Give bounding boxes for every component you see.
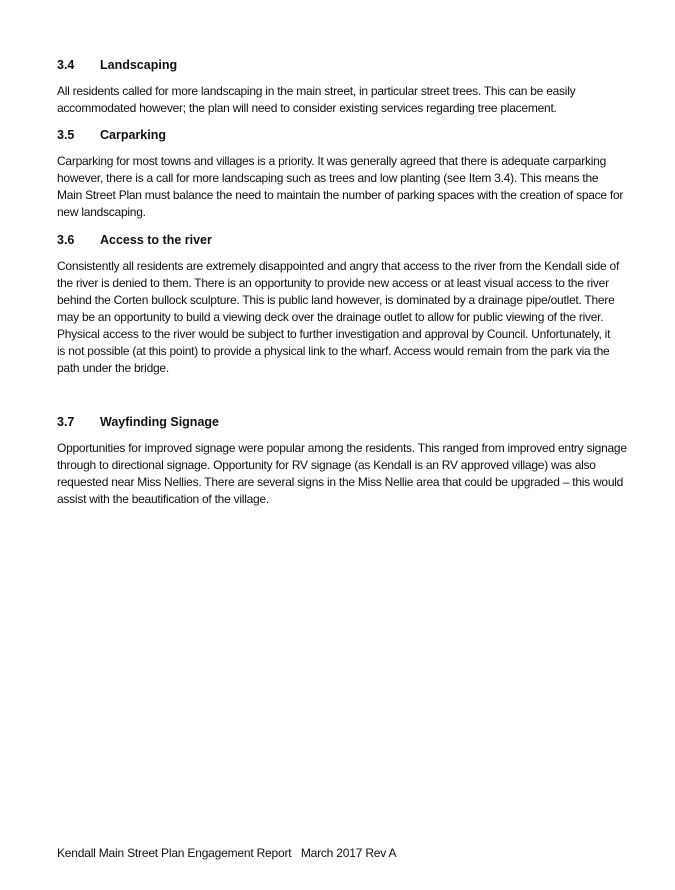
section-number: 3.4: [57, 58, 75, 72]
paragraph-line: accommodated however; the plan will need to consider existing services regarding tree placement.: [57, 101, 557, 115]
section-paragraph-carparking: [57, 153, 627, 221]
paragraph-line: is not possible (at this point) to provide a physical link to the wharf. Access would remain from the park via the: [57, 344, 610, 358]
section-heading-carparking: [57, 127, 627, 143]
section-number: 3.6: [57, 233, 75, 247]
paragraph-line: requested near Miss Nellies. There are several signs in the Miss Nellie area that could be upgraded – this would: [57, 475, 624, 489]
paragraph-line: the river is denied to them. There is an opportunity to provide new access or at least visual access to the river: [57, 276, 609, 290]
paragraph-line: may be an opportunity to build a viewing deck over the drainage outlet to allow for public viewing of the river.: [57, 310, 604, 324]
section-title: Landscaping: [100, 58, 178, 72]
paragraph-line: Main Street Plan must balance the need to maintain the number of parking spaces with the creation of space for: [57, 188, 624, 202]
section-paragraph-access-to-river: [57, 258, 627, 377]
paragraph-line: Carparking for most towns and villages is a priority. It was generally agreed that there is adequate carparking: [57, 154, 606, 168]
section-paragraph-landscaping: [57, 83, 627, 117]
section-heading-access-to-river: [57, 232, 627, 248]
section-title: Wayfinding Signage: [100, 415, 219, 429]
paragraph-line: behind the Corten bullock sculpture. This is public land however, is dominated by a drainage pipe/outlet. There: [57, 293, 615, 307]
section-title: Access to the river: [100, 233, 212, 247]
section-heading-wayfinding-signage: [57, 414, 627, 430]
section-number: 3.5: [57, 128, 75, 142]
section-title: Carparking: [100, 128, 166, 142]
paragraph-line: Consistently all residents are extremely disappointed and angry that access to the river from the Kendall side of: [57, 259, 620, 273]
paragraph-line: path under the bridge.: [57, 361, 169, 375]
paragraph-line: assist with the beautification of the village.: [57, 492, 269, 506]
paragraph-line: Opportunities for improved signage were popular among the residents. This ranged from improved entry signage: [57, 441, 627, 455]
paragraph-line: Physical access to the river would be subject to further investigation and approval by Council. Unfortunately, it: [57, 327, 611, 341]
paragraph-line: through to directional signage. Opportunity for RV signage (as Kendall is an RV approved village) was also: [57, 458, 596, 472]
paragraph-line: however, there is a call for more landscaping such as trees and low planting (see Item 3.4). This means the: [57, 171, 599, 185]
section-heading-landscaping: [57, 57, 627, 73]
paragraph-line: All residents called for more landscaping in the main street, in particular street trees. This can be easily: [57, 84, 576, 98]
paragraph-line: new landscaping.: [57, 205, 146, 219]
section-number: 3.7: [57, 415, 75, 429]
section-paragraph-wayfinding-signage: [57, 440, 627, 508]
page-footer: Kendall Main Street Plan Engagement Report March 2017 Rev A: [57, 846, 397, 860]
